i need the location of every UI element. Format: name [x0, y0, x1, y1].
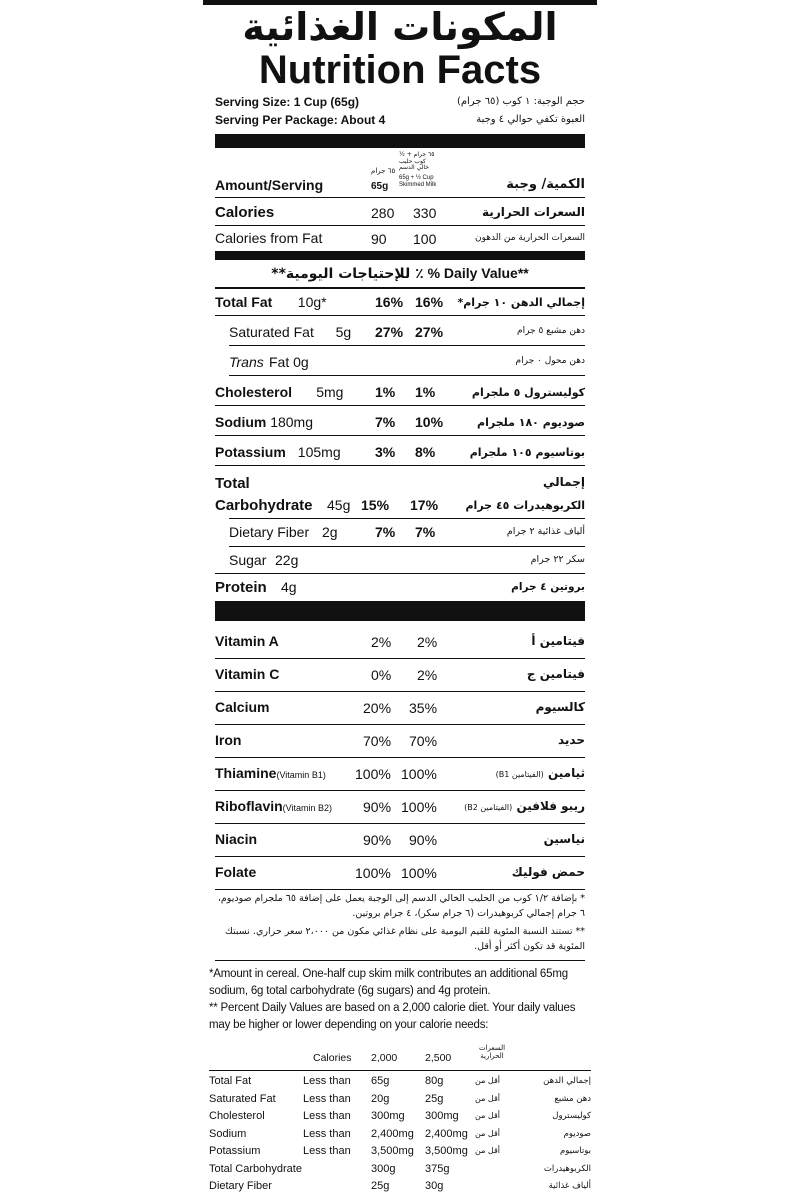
vitamin-name [215, 865, 256, 879]
table-row-name: Total Fat [209, 1075, 252, 1087]
vitamin-dv1: 20% [363, 700, 392, 716]
fiber-amount: 2g [322, 524, 338, 540]
table-row-2500: 25g [425, 1092, 444, 1105]
vitamin-dv1: 90% [363, 799, 392, 815]
table-row-ar: بوتاسيوم [559, 1146, 591, 1156]
table-row-2500: 375g [425, 1162, 450, 1175]
table-row-cond: Less than [303, 1127, 351, 1140]
table-row-cond-ar: أقل من [475, 1128, 501, 1138]
table-row-ar: ألياف غذائية [548, 1181, 591, 1191]
nutrient-dv2: 16% [415, 294, 444, 310]
table-row-cond-ar: أقل من [475, 1111, 501, 1120]
table-row-name: Dietary Fiber [209, 1180, 272, 1192]
vitamin-name [215, 700, 269, 714]
serving-size-ar: حجم الوجبة: ١ كوب (٦٥ جرام) [456, 96, 585, 107]
servings-per-package-ar: العبوة تكفي حوالي ٤ وجبة [476, 114, 585, 125]
vitamin-label: Thiamine [215, 765, 277, 781]
vitamin-ar [464, 800, 585, 812]
vitamin-ar-label: حديد [557, 733, 585, 747]
vitamin-ar-label: كالسيوم [535, 700, 585, 714]
calories-fat-label-ar: السعرات الحرارية من الدهون [475, 233, 585, 243]
protein-amount: 4g [281, 579, 297, 595]
nutrient-name: Trans [229, 354, 264, 370]
nutrition-label [203, 0, 597, 1200]
serving-size: Serving Size: 1 Cup (65g) [215, 95, 360, 109]
rule-nutrient [215, 315, 585, 316]
servings-per-package: Serving Per Package: About 4 [215, 113, 386, 127]
vitamin-dv2: 100% [401, 766, 437, 782]
dv-header-en: % Daily Value** [427, 265, 529, 281]
table-row-name: Saturated Fat [209, 1092, 276, 1105]
carb-total: Total [215, 475, 250, 492]
rule-nutrient [229, 345, 585, 346]
thick-bar-2 [215, 251, 585, 260]
table-h-ar: السعرات الحرارية [478, 1044, 506, 1061]
nutrient-dv1: 27% [375, 324, 404, 340]
table-row-2000: 25g [371, 1180, 390, 1192]
nutrient-amount: 180mg [270, 414, 313, 430]
nutrient-name: Saturated Fat [229, 324, 314, 340]
vitamin-ar-label: فيتامين ج [526, 667, 585, 681]
rule-vitamin [215, 724, 585, 725]
vitamin-name [215, 832, 257, 846]
calories-v1: 280 [371, 205, 395, 221]
rule-sugar [215, 573, 585, 574]
nutrient-amount: 10g* [297, 294, 327, 310]
vitamin-label: Calcium [215, 699, 270, 715]
vitamin-ar [544, 833, 585, 845]
table-row-name: Potassium [209, 1145, 261, 1157]
rule-calories [215, 225, 585, 226]
rule-vitamin [215, 757, 585, 758]
nutrient-ar: دهن مشبع ٥ جرام [517, 326, 585, 336]
table-row-name: Cholesterol [209, 1110, 265, 1122]
rule-nutrient [215, 465, 585, 466]
dv-header [215, 266, 585, 281]
footnote-ar-2: ** تستند النسبة المئوية للقيم اليومية على نظام غذائي مكون من ٢،٠٠٠ سعر حراري. نسبتك المئوية قد تكون أكثر أو أقل. [225, 926, 585, 952]
table-row-cond: Less than [303, 1145, 351, 1157]
table-row-ar: دهن مشبع [554, 1093, 591, 1104]
table-row-name: Sodium [209, 1127, 247, 1140]
vitamin-dv1: 70% [363, 733, 392, 749]
rule-amount [215, 197, 585, 198]
table-row-cond: Less than [303, 1075, 351, 1087]
fiber-dv1: 7% [375, 524, 396, 540]
table-h-2500: 2,500 [425, 1052, 452, 1064]
footnote-ar-1: * بإضافة ١/٢ كوب من الحليب الخالي الدسم إلى الوجبة يعمل على إضافة ٦٥ ملجرام صوديوم، ٦ جرام إجمالي كربوهيدرات (٦ جرام سكر)، ٤ جرام بروتين. [217, 893, 585, 919]
vitamin-ar-label: فيتامين أ [531, 634, 585, 648]
vitamin-dv2: 90% [409, 832, 438, 848]
vitamin-dv2: 100% [401, 799, 437, 815]
vitamin-label: Folate [215, 864, 257, 880]
table-row-2000: 2,400mg [371, 1127, 414, 1140]
table-row-ar: صوديوم [563, 1128, 591, 1139]
vitamin-name [215, 667, 279, 681]
calories-fat-label: Calories from Fat [215, 230, 323, 246]
vitamin-ar-sub: (الفيتامين B2) [464, 803, 513, 812]
title-arabic: المكونات الغذائية [242, 5, 558, 49]
vitamin-dv1: 100% [355, 766, 391, 782]
table-h-calories: Calories [313, 1052, 352, 1064]
nutrient-ar: صوديوم ١٨٠ ملجرام [477, 416, 585, 429]
dv-header-ar: ٪ للإحتياجات اليومية** [271, 266, 424, 282]
vitamin-label: Iron [215, 732, 242, 748]
calories-fat-v2: 100 [413, 231, 437, 247]
table-row-2000: 300g [371, 1162, 396, 1175]
vitamin-name [215, 766, 326, 780]
calories-label-ar: السعرات الحرارية [482, 205, 585, 219]
footnote-en-1: *Amount in cereal. One-half cup skim milk contributes an additional 65mg sodium, 6g total carbohydrate (6g sugars) and 4g protein. [209, 968, 568, 997]
vitamin-ar-label: نياسين [543, 832, 585, 846]
vitamin-name [215, 733, 241, 747]
amount-header: Amount/Serving [215, 177, 324, 193]
rule-nutrient [215, 435, 585, 436]
table-row-2500: 3,500mg [425, 1145, 468, 1157]
table-row-cond: Less than [303, 1110, 351, 1122]
rule-vitamin [215, 658, 585, 659]
nutrient-dv2: 1% [415, 384, 436, 400]
rule-nutrient [229, 375, 585, 376]
calories-v2: 330 [413, 205, 437, 221]
footnote-en-2: ** Percent Daily Values are based on a 2,000 calorie diet. Your daily values may be higher or lower depending on your calorie needs: [209, 1002, 576, 1031]
carb-dv1: 15% [361, 497, 390, 513]
table-row-ar: كوليسترول [552, 1111, 591, 1121]
calories-fat-v1: 90 [371, 231, 387, 247]
protein-name: Protein [215, 579, 267, 596]
rule-vitamin [215, 823, 585, 824]
vitamin-label: Vitamin C [215, 666, 280, 682]
vitamin-sub: (Vitamin B1) [276, 770, 326, 780]
vitamin-dv2: 100% [401, 865, 437, 881]
vitamin-name [215, 634, 279, 648]
col1-header: 65g [371, 181, 389, 192]
vitamin-label: Riboflavin [215, 798, 283, 814]
nutrient-ar: إجمالي الدهن ١٠ جرام* [457, 296, 585, 309]
vitamin-dv2: 70% [409, 733, 438, 749]
nutrient-name: Sodium [215, 414, 267, 430]
carb-amount: 45g [327, 497, 351, 513]
table-row-2500: 30g [425, 1180, 444, 1192]
table-row-2500: 300mg [425, 1110, 459, 1122]
rule-carb [229, 518, 585, 519]
nutrient-amount: Fat 0g [269, 354, 309, 370]
carb-ar: الكربوهيدرات ٤٥ جرام [465, 499, 585, 512]
vitamin-ar [536, 701, 585, 713]
col2-header-ar: ٦٥ جرام + ½ كوب حليب خالي الدسم [399, 151, 435, 172]
col1-header-ar: ٦٥ جرام [371, 167, 396, 175]
table-row-2500: 2,400mg [425, 1127, 468, 1140]
title-english: Nutrition Facts [258, 48, 542, 92]
vitamin-name [215, 799, 332, 813]
table-row-2500: 80g [425, 1075, 444, 1087]
vitamin-label: Niacin [215, 831, 258, 847]
vitamin-dv1: 100% [355, 865, 391, 881]
nutrient-dv1: 16% [375, 294, 404, 310]
nutrient-name: Cholesterol [215, 384, 293, 400]
rule-footnotes [215, 960, 585, 961]
vitamin-dv2: 2% [417, 667, 438, 683]
nutrient-dv1: 1% [375, 384, 396, 400]
table-row-ar: إجمالي الدهن [543, 1076, 591, 1086]
nutrient-name: Total Fat [215, 294, 273, 310]
sugar-name: Sugar [229, 552, 267, 568]
fiber-ar: ألياف غذائية ٢ جرام [506, 526, 585, 537]
vitamin-dv1: 2% [371, 634, 392, 650]
vitamin-ar-label: ثيامين [547, 766, 585, 780]
table-row-cond-ar: أقل من [475, 1076, 501, 1085]
protein-ar: بروتين ٤ جرام [511, 581, 585, 593]
vitamin-label: Vitamin A [215, 633, 279, 649]
table-row-name: Total Carbohydrate [209, 1162, 302, 1175]
nutrient-ar: كوليسترول ٥ ملجرام [471, 386, 585, 399]
fiber-name: Dietary Fiber [229, 524, 310, 540]
thick-bar-3 [215, 601, 585, 621]
vitamin-dv2: 2% [417, 634, 438, 650]
table-row-cond: Less than [303, 1092, 351, 1105]
table-h-2000: 2,000 [371, 1052, 398, 1064]
table-row-2000: 20g [371, 1092, 390, 1105]
vitamin-ar [496, 767, 585, 779]
rule-vitamin [215, 790, 585, 791]
vitamin-ar-label: حمض فوليك [511, 865, 585, 879]
carb-dv2: 17% [410, 497, 439, 513]
sugar-ar: سكر ٢٢ جرام [530, 554, 585, 565]
carb-total-ar: إجمالي [543, 475, 585, 489]
vitamin-dv2: 35% [409, 700, 438, 716]
amount-header-ar: الكمية/ وجبة [506, 177, 585, 192]
vitamin-ar-label: ريبو فلافين [516, 799, 585, 813]
rule-table [209, 1070, 591, 1071]
carb-name: Carbohydrate [215, 497, 313, 514]
col2-header: 65g + ½ Cup Skimmed Milk [399, 175, 437, 188]
rule-vitamin [215, 889, 585, 890]
rule-vitamin [215, 691, 585, 692]
rule-vitamin [215, 856, 585, 857]
nutrient-dv2: 27% [415, 324, 444, 340]
vitamin-ar [558, 734, 585, 746]
nutrient-amount: 105mg [297, 444, 341, 460]
nutrient-amount: 5mg [316, 384, 344, 400]
nutrient-dv2: 10% [415, 414, 444, 430]
nutrient-dv1: 7% [375, 414, 396, 430]
table-row-2000: 65g [371, 1075, 390, 1087]
table-row-cond-ar: أقل من [475, 1093, 501, 1103]
nutrient-ar: بوتاسيوم ١٠٥ ملجرام [469, 446, 585, 459]
nutrient-amount: 5g [335, 324, 352, 340]
nutrient-dv2: 8% [415, 444, 436, 460]
vitamin-ar [531, 635, 585, 647]
nutrient-ar: دهن محول ٠ جرام [515, 356, 585, 366]
table-row-2000: 3,500mg [371, 1145, 414, 1157]
calories-label: Calories [215, 204, 275, 221]
thick-bar-1 [215, 134, 585, 148]
sugar-amount: 22g [275, 552, 299, 568]
rule-nutrient [215, 405, 585, 406]
vitamin-dv1: 0% [371, 667, 392, 683]
nutrient-dv1: 3% [375, 444, 396, 460]
rule-fiber [229, 546, 585, 547]
rule-dv [215, 287, 585, 289]
table-row-2000: 300mg [371, 1110, 405, 1122]
fiber-dv2: 7% [415, 524, 436, 540]
vitamin-sub: (Vitamin B2) [282, 803, 333, 813]
vitamin-dv1: 90% [363, 832, 392, 848]
vitamin-ar-sub: (الفيتامين B1) [495, 770, 544, 779]
table-row-ar: الكربوهيدرات [543, 1163, 591, 1174]
vitamin-ar [527, 668, 585, 680]
table-row-cond-ar: أقل من [475, 1146, 501, 1155]
nutrient-name: Potassium [215, 444, 286, 460]
vitamin-ar [512, 866, 585, 878]
